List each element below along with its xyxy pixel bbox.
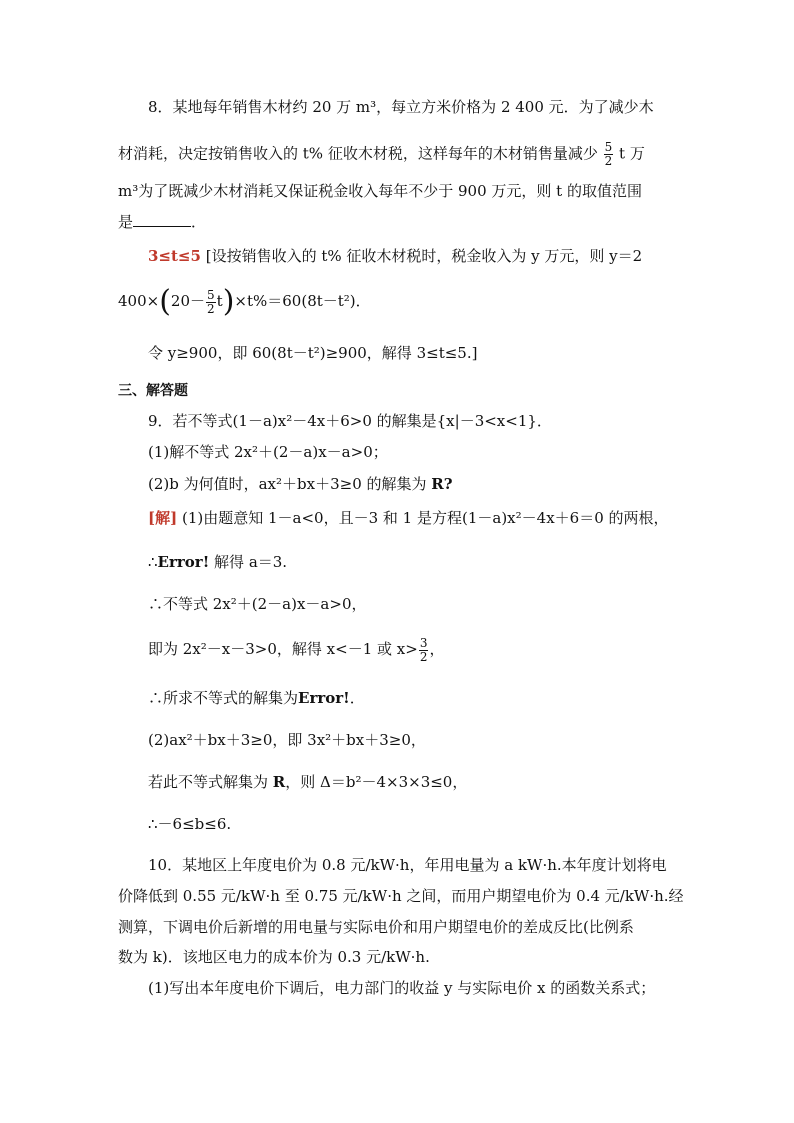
- q9-solution-line-5: [148, 688, 365, 708]
- q9-part-1: (1)解不等式 2x²＋(2－a)x－a>0；: [148, 443, 388, 461]
- left-paren: (: [159, 284, 171, 319]
- q8-solution-2-inner: 20－: [170, 292, 206, 310]
- q9-solution-7-tail: ，则 Δ＝b²－4×3×3≤0，: [285, 773, 468, 791]
- q9-solution-line-7: [148, 772, 467, 792]
- q9-solution-fraction-denominator: 2: [419, 649, 428, 664]
- q9-solution-5-tail: ．: [349, 689, 365, 707]
- q8-solution-2-lead: 400×: [118, 292, 160, 310]
- q8-answer: 3≤t≤5: [148, 247, 201, 265]
- q8-fraction-denominator: 2: [604, 154, 613, 168]
- q8-line-4: [118, 212, 206, 232]
- q9-solution-line-6: (2)ax²＋bx＋3≥0，即 3x²＋bx＋3≥0，: [148, 731, 426, 749]
- q9-solution-line-1: [148, 508, 669, 528]
- q10-line-2: 价降低到 0.55 元/kW·h 至 0.75 元/kW·h 之间，而用户期望电价为 0.4 元/kW·h.经: [118, 887, 684, 905]
- q8-line-2: [118, 141, 645, 168]
- q9-solution-7-text: 若此不等式解集为: [148, 773, 273, 791]
- q10-line-1: 10．某地区上年度电价为 0.8 元/kW·h，年用电量为 a kW·h.本年度计划将电: [148, 856, 667, 874]
- q8-line-3: m³为了既减少木材消耗又保证税金收入每年不少于 900 万元，则 t 的取值范围: [118, 182, 642, 200]
- q9-solution-2-lead: ∴: [148, 553, 158, 571]
- q9-solution-line-2: [148, 552, 287, 572]
- q9-solution-fraction-numerator: 3: [419, 635, 428, 650]
- q9-solution-4-tail: ，: [429, 640, 445, 658]
- error-marker-2: Error!: [298, 689, 350, 707]
- q8-solution-line-3: 令 y≥900，即 60(8t－t²)≥900，解得 3≤t≤5.]: [148, 344, 478, 362]
- q10-line-3: 测算，下调电价后新增的用电量与实际电价和用户期望电价的差成反比(比例系: [118, 918, 634, 936]
- q8-solution-fraction-denominator: 2: [207, 301, 215, 316]
- q9-part-2-set: R?: [431, 475, 453, 493]
- q9-part-2-text: (2)b 为何值时，ax²＋bx＋3≥0 的解集为: [148, 475, 432, 493]
- real-set-symbol: R: [272, 773, 286, 791]
- error-marker: Error!: [157, 553, 210, 571]
- q9-solution-1-text: (1)由题意知 1－a<0，且－3 和 1 是方程(1－a)x²－4x＋6＝0 的两根，: [181, 509, 669, 527]
- q10-line-5: (1)写出本年度电价下调后，电力部门的收益 y 与实际电价 x 的函数关系式；: [148, 979, 656, 997]
- q9-solution-4-text: 即为 2x²－x－3>0，解得 x<－1 或 x>: [148, 640, 418, 658]
- q8-line-2-tail: t 万: [619, 144, 645, 163]
- q9-solution-fraction: [419, 637, 429, 664]
- q8-solution-2-var: t: [216, 292, 223, 310]
- q8-solution-line-1: [148, 246, 642, 266]
- q9-solution-line-4: [148, 636, 444, 664]
- q8-fraction: [604, 141, 614, 168]
- q8-line-1: 8．某地每年销售木材约 20 万 m³，每立方米价格为 2 400 元．为了减少木: [148, 98, 654, 116]
- q8-line-4-text: 是: [118, 213, 134, 231]
- q8-solution-2-tail: ×t%＝60(8t－t²)．: [234, 292, 371, 310]
- q9-solution-5-text: ∴所求不等式的解集为: [148, 689, 299, 707]
- q8-solution-fraction: [206, 289, 216, 316]
- q9-solution-line-8: ∴－6≤b≤6.: [148, 815, 232, 833]
- q9-solution-line-3: ∴不等式 2x²＋(2－a)x－a>0，: [148, 595, 367, 613]
- q8-solution-fraction-numerator: 5: [207, 287, 215, 302]
- section-heading: 三、解答题: [118, 383, 188, 399]
- answer-blank: [133, 212, 191, 227]
- q8-solution-line-2: [118, 286, 371, 317]
- q9-solution-2-tail: 解得 a＝3.: [209, 553, 288, 571]
- q8-fraction-numerator: 5: [604, 140, 613, 154]
- q8-solution-text: [设按销售收入的 t% 征收木材税时，税金收入为 y 万元，则 y＝2: [205, 247, 643, 265]
- q9-stem: 9．若不等式(1－a)x²－4x＋6>0 的解集是{x|－3<x<1}．: [148, 412, 552, 430]
- solution-tag: [解]: [148, 509, 178, 527]
- q8-line-4-end: ．: [191, 213, 207, 231]
- q9-part-2: [148, 474, 453, 494]
- right-paren: ): [222, 284, 235, 319]
- q8-line-2-text: 材消耗，决定按销售收入的 t% 征收木材税，这样每年的木材销售量减少: [118, 144, 598, 163]
- q10-line-4: 数为 k)．该地区电力的成本价为 0.3 元/kW·h.: [118, 948, 430, 966]
